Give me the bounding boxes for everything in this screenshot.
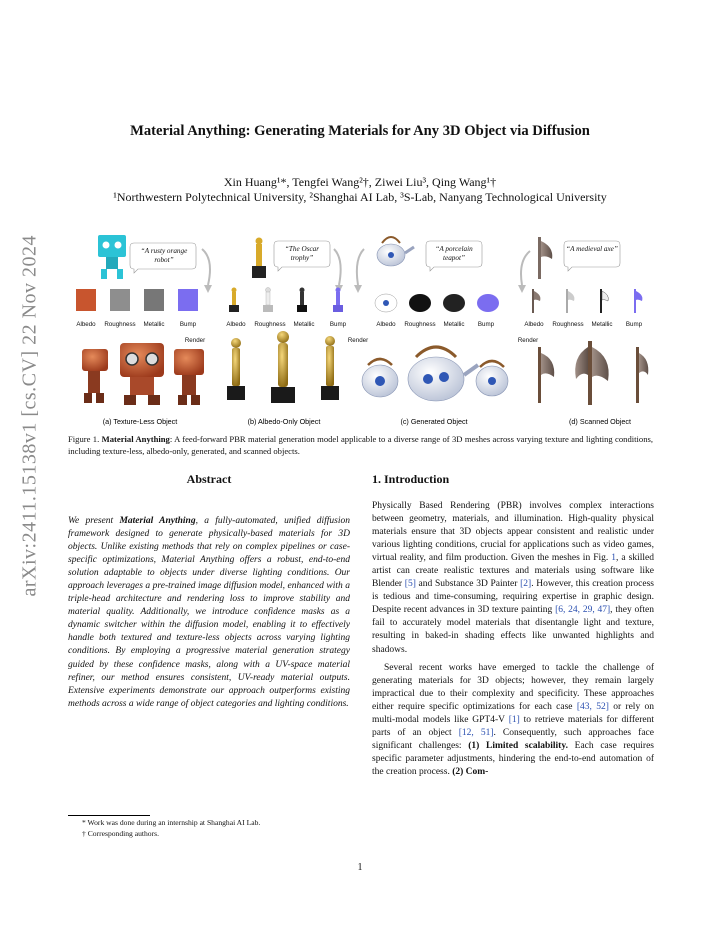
figure-1-graphic	[68, 229, 653, 431]
panel-label: (b) Albedo-Only Object	[247, 417, 321, 426]
affiliations-line: ¹Northwestern Polytechnical University, ²Shanghai AI Lab, ³S-Lab, Nanyang Technological University	[113, 190, 607, 204]
map-label: Metallic	[143, 321, 165, 328]
input-trophy-icon	[252, 238, 266, 279]
input-robot-icon	[98, 235, 126, 279]
prompt-text: “A medieval axe”	[566, 245, 618, 253]
map-label: Bump	[625, 321, 643, 328]
albedo-map	[532, 289, 540, 313]
roughness-map	[566, 289, 574, 313]
panel-label: (c) Generated Object	[400, 417, 468, 426]
footnote: † Corresponding authors.	[82, 828, 159, 838]
author-block	[0, 175, 720, 205]
map-label: Roughness	[254, 321, 286, 328]
render-label: Render	[347, 337, 369, 344]
citation-link[interactable]: [5]	[404, 579, 416, 590]
panel-albedo-only	[226, 238, 368, 427]
abstract-text: , a fully-automated, unified diffusion framework designed to generate physically-based materials for 3D objects. Unlike existing methods that rely on complex pipelines or case-specific optimizations, Material Anything offers a robust, end-to-end solution adaptable to objects under diverse lighting conditions. Our approach leverages a pre-trained image diffusion model, enhanced with a triple-head architecture and rendering loss to improve stability and material quality. Additionally, we introduce confidence masks as a dynamic switcher within the diffusion model, enabling it to effectively handle both textured and texture-less objects across varying lighting conditions. By employing a progressive material generation strategy guided by these confidence masks, along with a UV-space material refiner, our method ensures consistent, UV-ready material outputs. Extensive experiments demonstrate our approach outperforms existing methods across a wide range of object categories and lighting conditions.	[68, 516, 350, 709]
map-label: Metallic	[591, 321, 613, 328]
figure-caption	[68, 433, 653, 457]
page-number: 1	[357, 862, 363, 873]
bump-map	[477, 294, 499, 312]
map-label: Albedo	[226, 321, 246, 328]
footnote-divider	[68, 815, 150, 816]
citation-link[interactable]: [2]	[520, 579, 532, 590]
arrow-icon	[521, 251, 530, 285]
abstract-heading: Abstract	[186, 472, 232, 486]
bump-map	[634, 289, 642, 313]
intro-paragraph-2: Several recent works have emerged to tackle the challenge of generating materials for 3D objects; however, they remain largely impractical due to their complexity and specificity. These approaches either require specific optimizations for each case [43, 52] or rely on multi-modal models like GPT4-V [1] to retrieve materials for different parts of an object [12, 51]. Consequently, such approaches face significant challenges: (1) Limited scalability. Each case requires specific parameter adjustments, hindering the end-to-end automation of the creation process. (2) Com-	[372, 662, 655, 777]
metallic-map	[443, 294, 465, 312]
figure-1	[68, 229, 653, 431]
albedo-map	[375, 294, 397, 312]
abstract-lead: We present	[68, 516, 120, 526]
arxiv-identifier: arXiv:2411.15138v1 [cs.CV] 22 Nov 2024	[18, 234, 41, 597]
rendered-teapot-image	[362, 347, 508, 401]
caption-text: : A feed-forward PBR material generation model applicable to a diverse range of 3D meshes across varying texture and lighting conditions, including texture-less, albedo-only, generated, and scanned objects.	[68, 434, 653, 456]
map-label: Albedo	[76, 321, 96, 328]
map-label: Roughness	[404, 321, 436, 328]
arrow-icon	[202, 249, 210, 285]
map-label: Albedo	[524, 321, 544, 328]
albedo-map	[76, 289, 96, 311]
citation-link[interactable]: [12, 51]	[458, 727, 494, 738]
map-label: Metallic	[293, 321, 315, 328]
albedo-map	[229, 288, 239, 313]
prompt-text: “The Oscar trophy”	[284, 245, 320, 262]
roughness-map	[409, 294, 431, 312]
rendered-trophy-image	[227, 331, 339, 403]
map-label: Roughness	[104, 321, 136, 328]
roughness-map	[263, 288, 273, 313]
paper-title: Material Anything: Generating Materials for Any 3D Object via Diffusion	[130, 123, 590, 139]
caption-label: Figure 1.	[68, 434, 100, 444]
panel-label: (a) Texture-Less Object	[102, 417, 178, 426]
render-label: Render	[517, 337, 539, 344]
rendered-robot-image	[82, 343, 204, 405]
map-label: Albedo	[376, 321, 396, 328]
figure-link[interactable]: 1	[611, 553, 617, 564]
introduction-heading: 1. Introduction	[372, 472, 450, 486]
arrow-icon	[357, 249, 364, 285]
roughness-map	[110, 289, 130, 311]
prompt-text: “A rusty orange robot”	[140, 247, 188, 264]
panel-label: (d) Scanned Object	[569, 417, 631, 426]
abstract-body	[68, 515, 350, 711]
introduction-body	[372, 500, 654, 784]
map-label: Metallic	[443, 321, 465, 328]
citation-link[interactable]: [1]	[508, 714, 520, 725]
abstract-method-name: Material Anything	[119, 516, 196, 526]
citation-link[interactable]: [6, 24, 29, 47]	[555, 605, 611, 616]
render-label: Render	[184, 337, 206, 344]
map-label: Bump	[477, 321, 495, 328]
metallic-map	[144, 289, 164, 311]
metallic-map	[297, 288, 307, 313]
caption-bold: Material Anything	[101, 434, 170, 444]
citation-link[interactable]: [43, 52]	[576, 701, 609, 712]
map-label: Bump	[179, 321, 197, 328]
footnote: * Work was done during an internship at Shanghai AI Lab.	[82, 818, 261, 827]
arrow-icon	[334, 249, 341, 285]
panel-texture-less	[76, 235, 212, 426]
bump-map	[178, 289, 198, 311]
rendered-axe-image	[538, 341, 648, 405]
input-teapot-icon	[377, 237, 414, 266]
map-label: Bump	[329, 321, 347, 328]
map-label: Roughness	[552, 321, 584, 328]
footnotes	[68, 818, 350, 839]
intro-paragraph-1: Physically Based Rendering (PBR) involves complex interactions between geometry, materials, and illumination. High-quality physical materials ensure that 3D objects appear consistent and realistic under various lighting conditions, crucial for applications such as video games, virtual reality, and film production. Given the meshes in Fig. 1, a skilled artist can create realistic textures and materials using software like Blender [5] and Substance 3D Painter [2]. However, this creation process is tedious and time-consuming, requiring expertise in graphic design. Despite recent advances in 3D texture painting [6, 24, 29, 47], they often fail to accurately model materials that disentangle light and texture, resulting in baked-in shading effects like unwanted highlights and shadows.	[372, 501, 655, 655]
bump-map	[333, 288, 343, 313]
input-axe-icon	[538, 237, 552, 279]
panel-scanned	[518, 237, 648, 426]
prompt-text: “A porcelain teapot”	[435, 245, 473, 262]
authors-line: Xin Huang¹*, Tengfei Wang²†, Ziwei Liu³, Qing Wang¹†	[223, 175, 497, 189]
metallic-map	[600, 289, 608, 313]
panel-generated	[354, 237, 508, 426]
